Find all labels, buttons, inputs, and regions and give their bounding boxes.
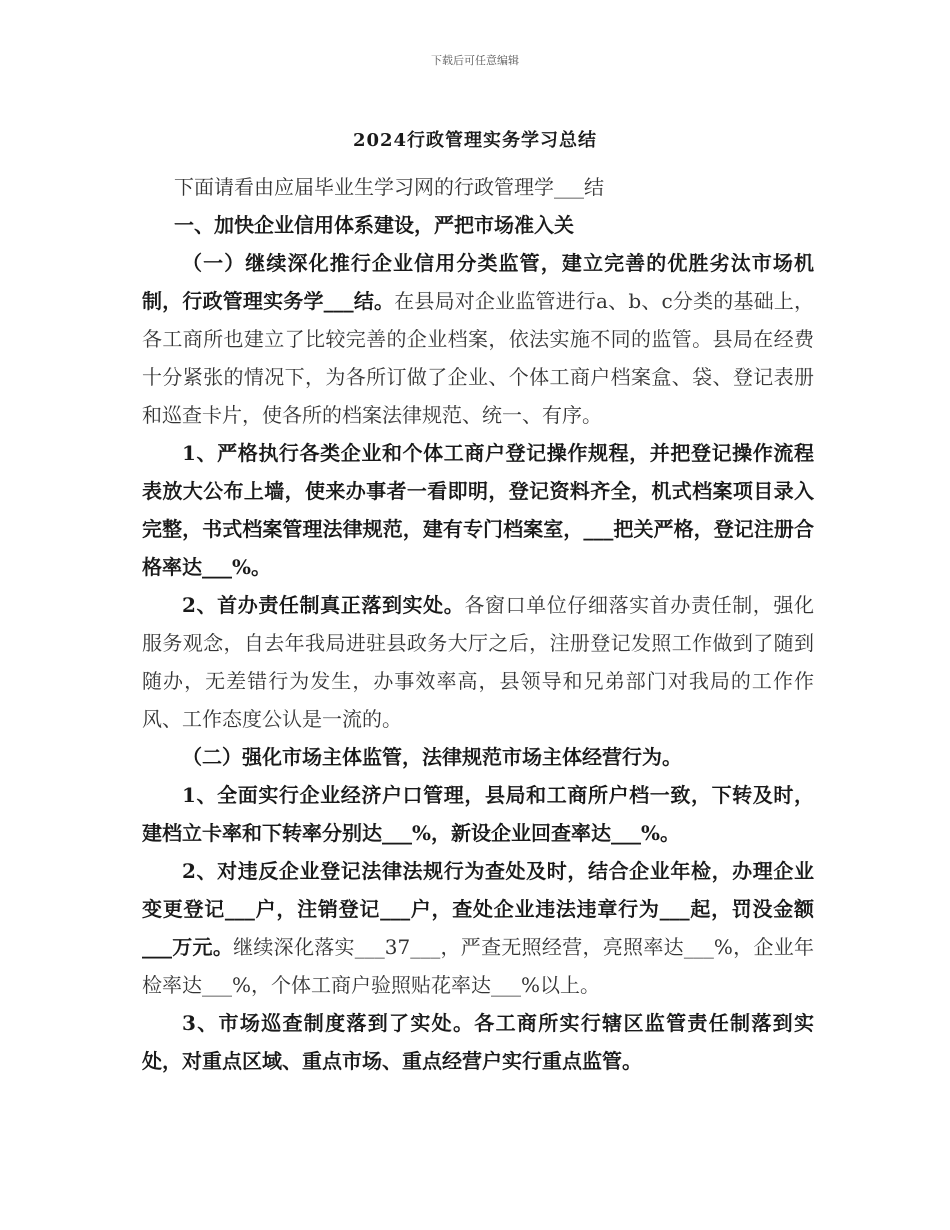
item-5-paragraph: 3、市场巡查制度落到了实处。各工商所实行辖区监管责任制落到实处，对重点区域、重点市场、重点经营户实行重点监管。 bbox=[142, 1011, 814, 1073]
subsection-1-text: 在县局对企业监管进行a、b、c分类的基础上，各工商所也建立了比较完善的企业档案，依法实施不同的监管。县局在经费十分紧张的情况下，为各所订做了企业、个体工商户档案盒、袋、登记表册和巡查卡片，使各所的档案法律规范、统一、有序。 bbox=[142, 289, 815, 427]
document-body bbox=[142, 168, 814, 1080]
item-2-paragraph bbox=[142, 586, 814, 738]
subsection-1-heading: （一）继续深化推行企业信用分类监管，建立完善的优胜劣汰市场机制，行政管理实务学___结。 bbox=[142, 251, 814, 313]
item-2-text: 各窗口单位仔细落实首办责任制，强化服务观念，自去年我局进驻县政务大厅之后，注册登记发照工作做到了随到随办，无差错行为发生，办事效率高，县领导和兄弟部门对我局的工作作风、工作态度公认是一流的。 bbox=[142, 593, 815, 731]
item-1-paragraph: 1、严格执行各类企业和个体工商户登记操作规程，并把登记操作流程表放大公布上墙，使来办事者一看即明，登记资料齐全，机式档案项目录入完整，书式档案管理法律规范，建有专门档案室，___把关严格，登记注册合格率达___%。 bbox=[142, 441, 814, 579]
section-heading-1: 一、加快企业信用体系建设，严把市场准入关 bbox=[174, 213, 574, 237]
subsection-1-paragraph bbox=[142, 244, 814, 434]
item-3-paragraph: 1、全面实行企业经济户口管理，县局和工商所户档一致，下转及时，建档立卡率和下转率分别达___%，新设企业回查率达___%。 bbox=[142, 783, 814, 845]
page-header-note: 下载后可任意编辑 bbox=[431, 54, 519, 67]
document-title: 2024行政管理实务学习总结 bbox=[352, 130, 598, 151]
item-4-heading: 2、对违反企业登记法律法规行为查处及时，结合企业年检，办理企业变更登记___户，注销登记___户，查处企业违法违章行为___起，罚没金额___万元。 bbox=[142, 859, 814, 959]
item-4-text: 继续深化落实___37___，严查无照经营，亮照率达___%，企业年检率达___%，个体工商户验照贴花率达___%以上。 bbox=[142, 935, 815, 997]
item-4-paragraph bbox=[142, 852, 814, 1004]
item-2-heading: 2、首办责任制真正落到实处。 bbox=[182, 593, 465, 617]
intro-paragraph: 下面请看由应届毕业生学习网的行政管理学___结 bbox=[174, 175, 604, 199]
subsection-2-heading: （二）强化市场主体监管，法律规范市场主体经营行为。 bbox=[182, 745, 682, 769]
